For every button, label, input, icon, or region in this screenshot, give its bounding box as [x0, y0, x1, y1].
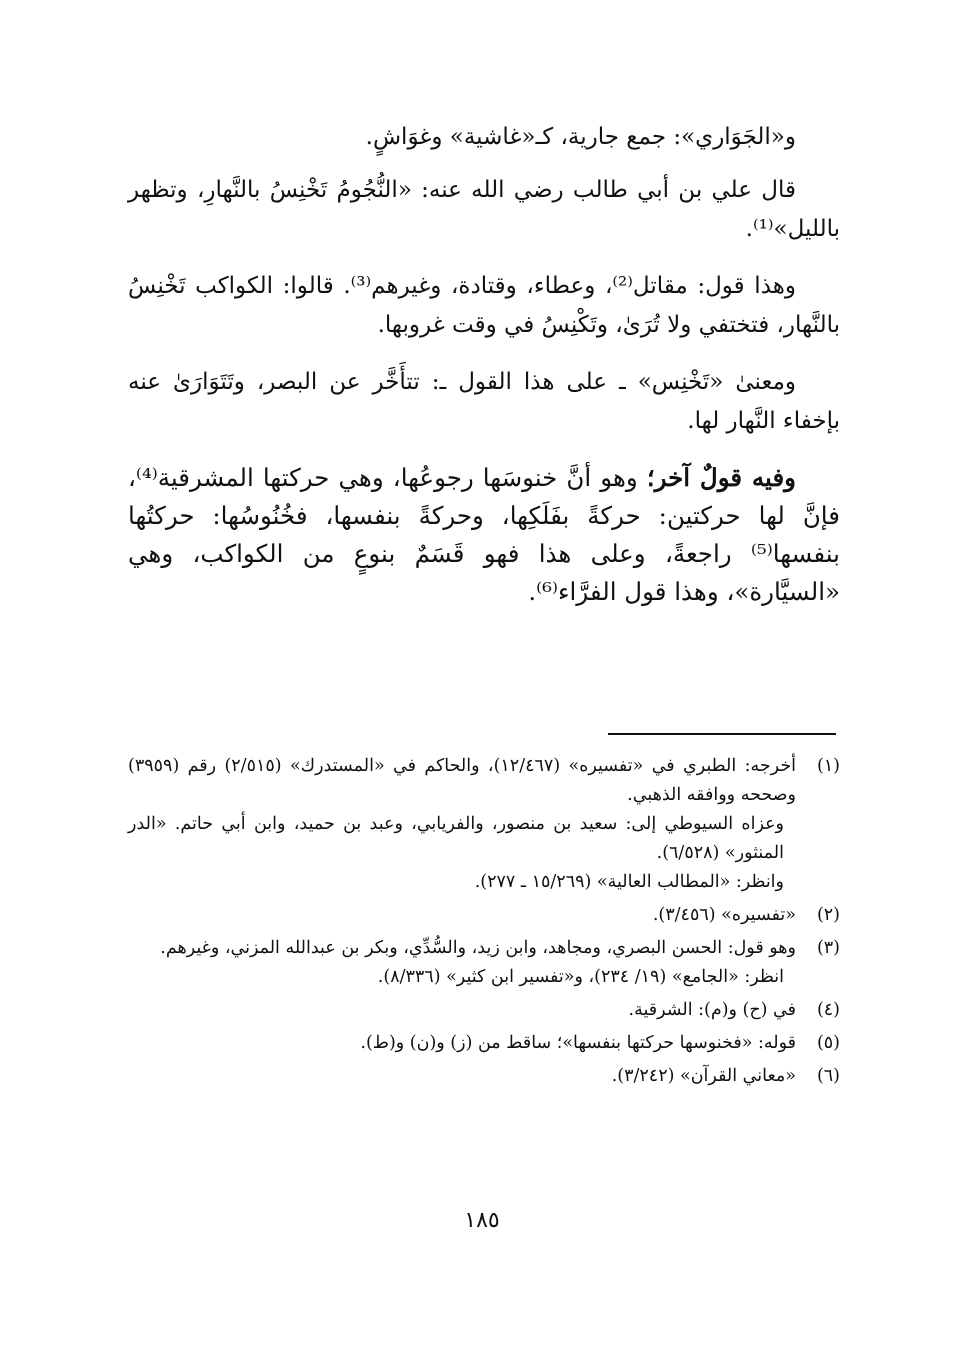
footnote-6: [128, 1062, 840, 1091]
footnote-4: [128, 996, 840, 1025]
footnote-line: وانظر: «المطالب العالية» (١٥/٢٦٩ ـ ٢٧٧).: [474, 872, 784, 892]
footnote-number: (٢): [816, 905, 840, 925]
paragraph-4: ومعنىٰ «تَخْنِس» ـ على هذا القول ـ: تتأَخَّر عن البصر، وتَتَوَارَىٰ عنه بإخفاء النَّهار لها.: [128, 369, 840, 434]
footnote-5: [128, 1029, 840, 1058]
footnote-line: في (ح) و(م): الشرقية.: [628, 1000, 796, 1020]
footnote-line: «تفسيره» (٣/٤٥٦).: [652, 905, 796, 925]
footnote-number: (٣): [816, 938, 840, 958]
footnote-number: (٦): [816, 1066, 840, 1086]
footnote-line: وهو قول: الحسن البصري، ومجاهد، وابن زيد، والسُّدِّي، وبكر بن عبدالله المزني، وغيرهم.: [160, 938, 796, 958]
footnotes: [128, 752, 840, 1095]
footnote-line: «معاني القرآن» (٣/٢٤٢).: [611, 1066, 796, 1086]
footnote-2: [128, 901, 840, 930]
footnote-line: أخرجه: الطبري في «تفسيره» (١٢/٤٦٧)، والحاكم في «المستدرك» (٢/٥١٥) رقم (٣٩٥٩) وصححه ووافقه الذهبي.: [128, 756, 796, 805]
footnote-3: [128, 934, 840, 992]
footnote-line: قوله: «فخنوسها حركتها بنفسها»؛ ساقط من (ز) و(ن) و(ط).: [360, 1033, 796, 1053]
paragraph-3: وهذا قول: مقاتل⁽²⁾، وعطاء، وقتادة، وغيرهم⁽³⁾. قالوا: الكواكب تَخْنِسُ بالنَّهار، فتختفي ولا تُرَىٰ، وتَكْنِسُ في وقت غروبها.: [128, 273, 840, 338]
footnote-number: (١): [816, 756, 840, 776]
paragraph-5-lead: وفيه قولٌ آخر؛: [646, 463, 796, 492]
footnote-separator: [608, 733, 836, 735]
paragraph-5-body: وهو أنَّ خنوسَها رجوعُها، وهي حركتها المشرقية⁽⁴⁾، فإنَّ لها حركتين: حركةً بفَلَكِها، وحركةً بنفسها، فخُنُوسُها: حركتُها بنفسها⁽⁵⁾ راجعةً، وعلى هذا فهو قَسَمٌ بنوعٍ من الكواكب، وهي «السيَّارة»، وهذا قول الفرَّاء⁽⁶⁾.: [128, 463, 840, 606]
footnote-line: وعزاه السيوطي إلى: سعيد بن منصور، والفريابي، وعبد بن حميد، وابن أبي حاتم. «الدر المنثور» (٦/٥٢٨).: [128, 814, 784, 863]
main-text: [128, 118, 840, 629]
paragraph-5: [128, 459, 840, 611]
paragraph-1: و«الجَوَاري»: جمع جارية، كـ«غاشية» وغوَاشٍ.: [365, 124, 796, 150]
footnote-1: [128, 752, 840, 897]
page-number: ١٨٥: [464, 1208, 500, 1233]
footnote-line: انظر: «الجامع» (١٩/ ٢٣٤)، و«تفسير ابن كثير» (٨/٣٣٦).: [377, 967, 784, 987]
paragraph-2: قال علي بن أبي طالب رضي الله عنه: «النُّجُومُ تَخْنِسُ بالنَّهارِ، وتظهر بالليل»⁽¹⁾.: [128, 177, 840, 242]
footnote-number: (٤): [816, 1000, 840, 1020]
footnote-number: (٥): [816, 1033, 840, 1053]
